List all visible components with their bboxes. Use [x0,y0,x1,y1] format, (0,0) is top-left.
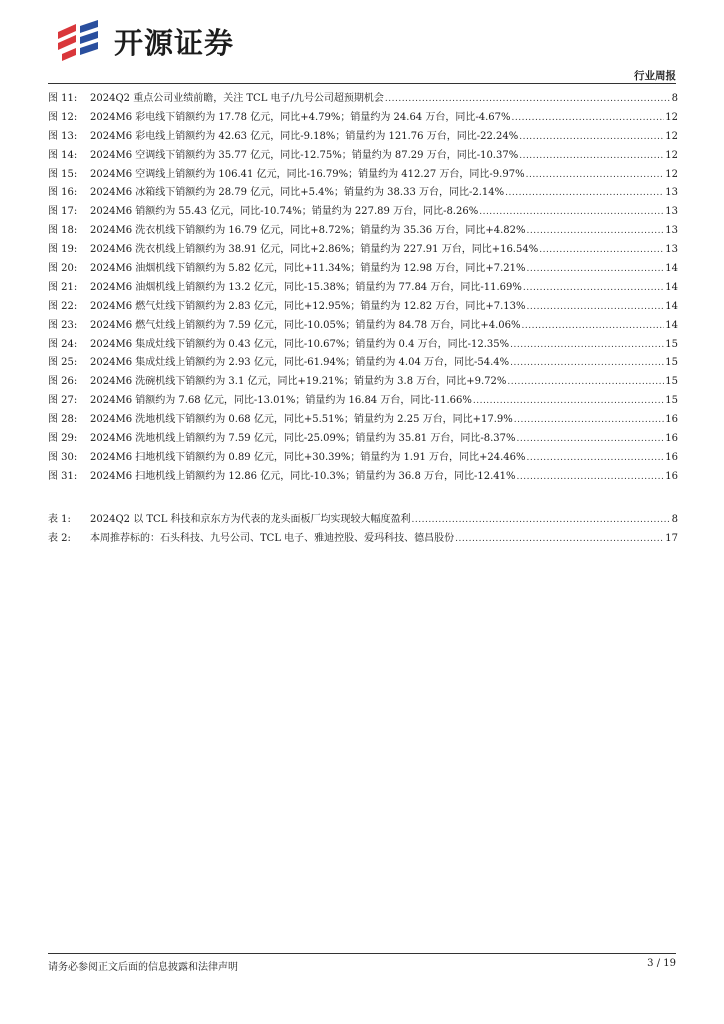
toc-entry-label: 图 19: [48,244,78,256]
toc-entry-title: 2024M6 燃气灶线下销额约为 2.83 亿元，同比+12.95%；销量约为 12.82 万台，同比+7.13% [90,300,526,312]
toc-entry-page: 16 [665,433,678,445]
toc-entry[interactable] [48,511,678,530]
toc-entry-page: 12 [665,130,678,142]
footer-disclaimer: 请务必参阅正文后面的信息披露和法律声明 [48,962,238,973]
toc-entry-title: 2024M6 油烟机线上销额约为 13.2 亿元，同比-15.38%；销量约为 77.84 万台，同比-11.69% [90,281,522,293]
toc-entry-title: 2024M6 扫地机线上销额约为 12.86 亿元，同比-10.3%；销量约为 36.8 万台，同比-12.41% [90,470,516,482]
toc-entry[interactable] [48,298,678,317]
toc-entry-title: 2024M6 集成灶线上销额约为 2.93 亿元，同比-61.94%；销量约为 4.04 万台，同比-54.4% [90,357,510,369]
toc-entry-label: 图 20: [48,263,78,275]
toc-entry[interactable] [48,260,678,279]
toc-entry-label: 图 24: [48,338,78,350]
toc-leader-dots [519,128,664,147]
toc-entry-label: 表 1: [48,514,71,525]
toc-entry[interactable] [48,430,678,449]
toc-leader-dots [523,279,664,298]
toc-entry-label: 图 22: [48,300,78,312]
toc-leader-dots [479,203,664,222]
toc-entry[interactable] [48,468,678,487]
toc-entry-label: 表 2: [48,532,71,544]
toc-entry[interactable] [48,222,678,241]
toc-entry-title: 2024M6 彩电线下销额约为 17.78 亿元，同比+4.79%；销量约为 24.64 万台，同比-4.67% [90,111,511,123]
toc-leader-dots [527,260,665,279]
report-type: 行业周报 [634,70,676,82]
toc-entry[interactable] [48,411,678,430]
toc-entry[interactable] [48,90,678,109]
toc-entry-label: 图 18: [48,225,78,237]
toc-entry-page: 14 [665,319,678,331]
toc-leader-dots [539,241,664,260]
toc-entry[interactable] [48,530,678,549]
toc-entry-label: 图 30: [48,451,78,463]
toc-entry[interactable] [48,449,678,468]
toc-entry-label: 图 25: [48,357,78,369]
header-divider [48,83,676,84]
toc-entry-title: 2024M6 冰箱线下销额约为 28.79 亿元，同比+5.4%；销量约为 38.33 万台，同比-2.14% [90,187,505,199]
toc-entry-title: 2024M6 洗碗机线下销额约为 3.1 亿元，同比+19.21%；销量约为 3.8 万台，同比+9.72% [90,376,507,388]
toc-entry-label: 图 29: [48,433,78,445]
toc-entry-page: 13 [665,187,678,199]
toc-entry-label: 图 15: [48,168,78,180]
toc-entry-title: 2024Q2 重点公司业绩前瞻，关注 TCL 电子/九号公司超预期机会 [90,93,384,104]
toc-entry-page: 14 [665,300,678,312]
table-toc [48,511,678,549]
toc-entry[interactable] [48,317,678,336]
toc-entry-label: 图 14: [48,149,78,161]
toc-entry-label: 图 23: [48,319,78,331]
logo-text: 开源证券 [114,25,235,60]
toc-entry-page: 17 [665,532,678,544]
toc-leader-dots [412,511,671,530]
toc-entry-title: 2024M6 扫地机线下销额约为 0.89 亿元，同比+30.39%；销量约为 1.91 万台，同比+24.46% [90,451,526,463]
toc-entry-page: 13 [665,244,678,256]
toc-entry-label: 图 11: [48,93,78,104]
toc-entry-title: 2024M6 销额约为 55.43 亿元，同比-10.74%；销量约为 227.89 万台，同比-8.26% [90,206,479,218]
toc-entry-page: 15 [665,338,678,350]
toc-entry-page: 16 [665,414,678,426]
toc-entry[interactable] [48,203,678,222]
toc-entry-title: 2024M6 燃气灶线上销额约为 7.59 亿元，同比-10.05%；销量约为 84.78 万台，同比+4.06% [90,319,521,331]
toc-leader-dots [510,354,664,373]
toc-leader-dots [517,430,665,449]
page-number: 3 / 19 [647,958,676,969]
toc-entry-title: 2024M6 洗地机线上销额约为 7.59 亿元，同比-25.09%；销量约为 35.81 万台，同比-8.37% [90,433,516,445]
toc-entry-title: 2024M6 空调线下销额约为 35.77 亿元，同比-12.75%；销量约为 87.29 万台，同比-10.37% [90,149,519,161]
toc-entry[interactable] [48,184,678,203]
toc-entry-page: 14 [665,281,678,293]
toc-entry-title: 2024M6 洗衣机线上销额约为 38.91 亿元，同比+2.86%；销量约为 227.91 万台，同比+16.54% [90,244,539,256]
toc-entry-label: 图 17: [48,206,78,218]
company-logo [56,20,234,66]
toc-entry-title: 2024M6 彩电线上销额约为 42.63 亿元，同比-9.18%；销量约为 121.76 万台，同比-22.24% [90,130,519,142]
toc-leader-dots [522,317,665,336]
toc-entry-label: 图 27: [48,395,78,407]
logo-mark-icon [56,20,104,66]
toc-entry[interactable] [48,279,678,298]
toc-leader-dots [510,336,664,355]
toc-entry-page: 15 [665,357,678,369]
toc-leader-dots [514,411,664,430]
toc-leader-dots [385,90,671,109]
toc-entry-page: 14 [665,263,678,275]
toc-entry-label: 图 16: [48,187,78,199]
toc-entry-label: 图 26: [48,376,78,388]
footer-divider [48,953,676,954]
figure-toc [48,90,678,487]
toc-entry-title: 本周推荐标的：石头科技、九号公司、TCL 电子、雅迪控股、爱玛科技、德昌股份 [90,532,455,544]
toc-entry-label: 图 12: [48,111,78,123]
toc-entry-page: 16 [665,451,678,463]
toc-leader-dots [455,530,664,549]
toc-entry[interactable] [48,128,678,147]
toc-entry[interactable] [48,147,678,166]
toc-entry-title: 2024M6 销额约为 7.68 亿元，同比-13.01%；销量约为 16.84 万台，同比-11.66% [90,395,472,407]
toc-entry-title: 2024M6 油烟机线下销额约为 5.82 亿元，同比+11.34%；销量约为 12.98 万台，同比+7.21% [90,263,526,275]
toc-entry[interactable] [48,241,678,260]
toc-entry[interactable] [48,373,678,392]
toc-entry-page: 15 [665,395,678,407]
toc-leader-dots [473,392,664,411]
toc-entry-page: 12 [665,149,678,161]
toc-entry[interactable] [48,392,678,411]
toc-entry-label: 图 31: [48,470,78,482]
toc-entry-title: 2024M6 洗衣机线下销额约为 16.79 亿元，同比+8.72%；销量约为 35.36 万台，同比+4.82% [90,225,526,237]
toc-entry[interactable] [48,354,678,373]
toc-entry-title: 2024M6 空调线上销额约为 106.41 亿元，同比-16.79%；销量约为 412.27 万台，同比-9.97% [90,168,525,180]
toc-entry-title: 2024Q2 以 TCL 科技和京东方为代表的龙头面板厂均实现较大幅度盈利 [90,514,411,525]
toc-entry-title: 2024M6 集成灶线下销额约为 0.43 亿元，同比-10.67%；销量约为 0.4 万台，同比-12.35% [90,338,510,350]
toc-entry-title: 2024M6 洗地机线下销额约为 0.68 亿元，同比+5.51%；销量约为 2.25 万台，同比+17.9% [90,414,513,426]
toc-leader-dots [527,298,665,317]
toc-entry-page: 13 [665,206,678,218]
toc-leader-dots [505,184,664,203]
toc-leader-dots [527,222,665,241]
toc-leader-dots [519,147,664,166]
toc-entry-page: 12 [665,168,678,180]
toc-entry[interactable] [48,166,678,185]
toc-entry-page: 16 [665,470,678,482]
toc-entry-label: 图 28: [48,414,78,426]
toc-entry-page: 12 [665,111,678,123]
toc-leader-dots [517,468,665,487]
toc-entry-page: 8 [671,93,678,104]
toc-entry-label: 图 21: [48,281,78,293]
toc-entry-page: 13 [665,225,678,237]
toc-leader-dots [526,166,665,185]
toc-entry-page: 8 [671,514,678,525]
toc-entry-page: 15 [665,376,678,388]
toc-leader-dots [507,373,664,392]
toc-leader-dots [512,109,665,128]
toc-entry[interactable] [48,109,678,128]
toc-entry-label: 图 13: [48,130,78,142]
toc-leader-dots [527,449,665,468]
toc-entry[interactable] [48,336,678,355]
